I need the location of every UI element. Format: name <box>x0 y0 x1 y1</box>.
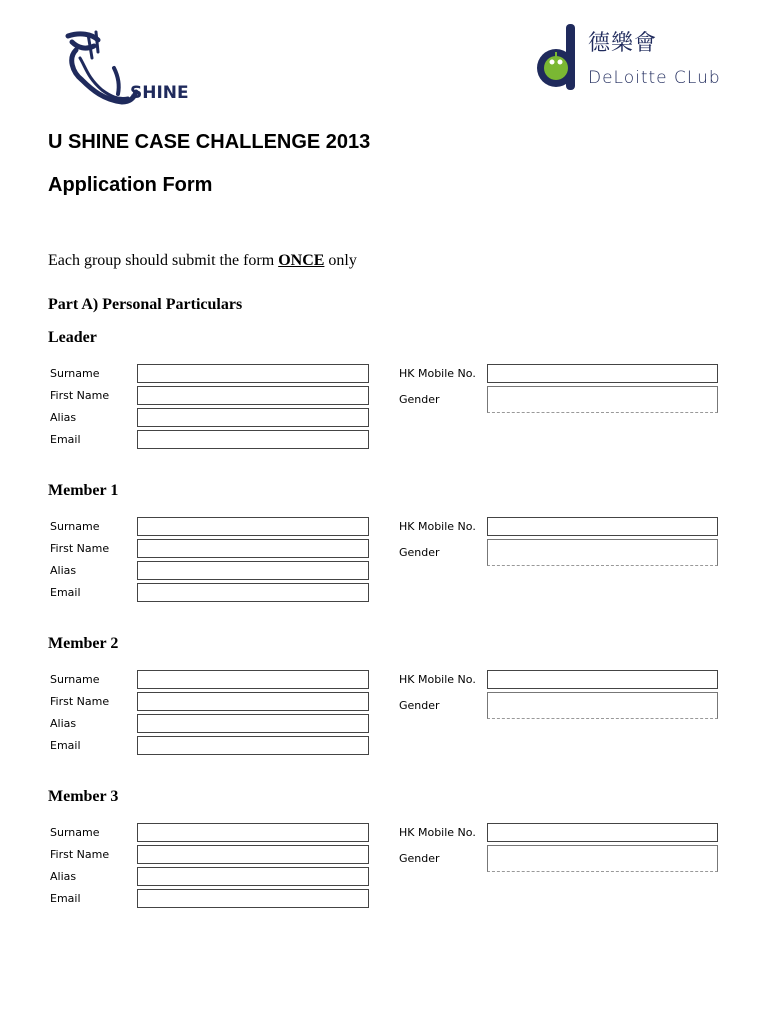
surname-label: Surname <box>50 826 100 839</box>
member2-mobile-input[interactable] <box>487 670 718 689</box>
hk-mobile-label: HK Mobile No. <box>399 367 476 380</box>
member1-first-name-input[interactable] <box>137 539 369 558</box>
leader-first-name-input[interactable] <box>137 386 369 405</box>
page-title: U SHINE CASE CHALLENGE 2013 <box>48 131 371 153</box>
first-name-label: First Name <box>50 695 110 708</box>
deloitte-club-logo <box>536 22 746 94</box>
deloitte-club-english-name: DeLoitte CLub <box>588 68 721 88</box>
member2-alias-input[interactable] <box>137 714 369 733</box>
email-label: Email <box>50 739 81 752</box>
member3-first-name-input[interactable] <box>137 845 369 864</box>
section-title: Member 2 <box>48 635 119 652</box>
section-title: Member 1 <box>48 482 119 499</box>
leader-gender-input[interactable] <box>487 386 718 413</box>
u-shine-logo-text: SHINE <box>130 83 189 103</box>
leader-email-input[interactable] <box>137 430 369 449</box>
member3-surname-input[interactable] <box>137 823 369 842</box>
leader-alias-input[interactable] <box>137 408 369 427</box>
member3-mobile-input[interactable] <box>487 823 718 842</box>
deloitte-club-chinese-name: 德樂會 <box>588 31 658 56</box>
first-name-label: First Name <box>50 542 110 555</box>
first-name-label: First Name <box>50 848 110 861</box>
submission-instruction <box>48 252 357 270</box>
hk-mobile-label: HK Mobile No. <box>399 826 476 839</box>
surname-label: Surname <box>50 520 100 533</box>
first-name-label: First Name <box>50 389 110 402</box>
member1-mobile-input[interactable] <box>487 517 718 536</box>
email-label: Email <box>50 892 81 905</box>
instruction-text-end: only <box>324 252 357 269</box>
gender-label: Gender <box>399 852 440 865</box>
gender-label: Gender <box>399 546 440 559</box>
member1-alias-input[interactable] <box>137 561 369 580</box>
member1-email-input[interactable] <box>137 583 369 602</box>
surname-label: Surname <box>50 367 100 380</box>
section-member-2 <box>0 635 770 765</box>
instruction-text: Each group should submit the form <box>48 252 279 269</box>
email-label: Email <box>50 433 81 446</box>
deloitte-d-icon <box>536 22 586 94</box>
section-leader <box>0 329 770 459</box>
member2-first-name-input[interactable] <box>137 692 369 711</box>
gender-label: Gender <box>399 699 440 712</box>
alias-label: Alias <box>50 411 77 424</box>
member3-email-input[interactable] <box>137 889 369 908</box>
hk-mobile-label: HK Mobile No. <box>399 520 476 533</box>
page-subtitle: Application Form <box>48 174 213 196</box>
u-shine-logo <box>58 28 198 118</box>
alias-label: Alias <box>50 717 77 730</box>
email-label: Email <box>50 586 81 599</box>
surname-label: Surname <box>50 673 100 686</box>
hk-mobile-label: HK Mobile No. <box>399 673 476 686</box>
leader-mobile-input[interactable] <box>487 364 718 383</box>
leader-surname-input[interactable] <box>137 364 369 383</box>
section-title: Leader <box>48 329 97 346</box>
part-a-heading: Part A) Personal Particulars <box>48 296 243 313</box>
member3-gender-input[interactable] <box>487 845 718 872</box>
u-shine-logo-mark <box>58 28 198 118</box>
member2-surname-input[interactable] <box>137 670 369 689</box>
section-member-1 <box>0 482 770 612</box>
section-member-3 <box>0 788 770 918</box>
member3-alias-input[interactable] <box>137 867 369 886</box>
alias-label: Alias <box>50 870 77 883</box>
member1-gender-input[interactable] <box>487 539 718 566</box>
member1-surname-input[interactable] <box>137 517 369 536</box>
member2-gender-input[interactable] <box>487 692 718 719</box>
section-title: Member 3 <box>48 788 119 805</box>
alias-label: Alias <box>50 564 77 577</box>
gender-label: Gender <box>399 393 440 406</box>
member2-email-input[interactable] <box>137 736 369 755</box>
instruction-emphasis: ONCE <box>278 252 325 269</box>
